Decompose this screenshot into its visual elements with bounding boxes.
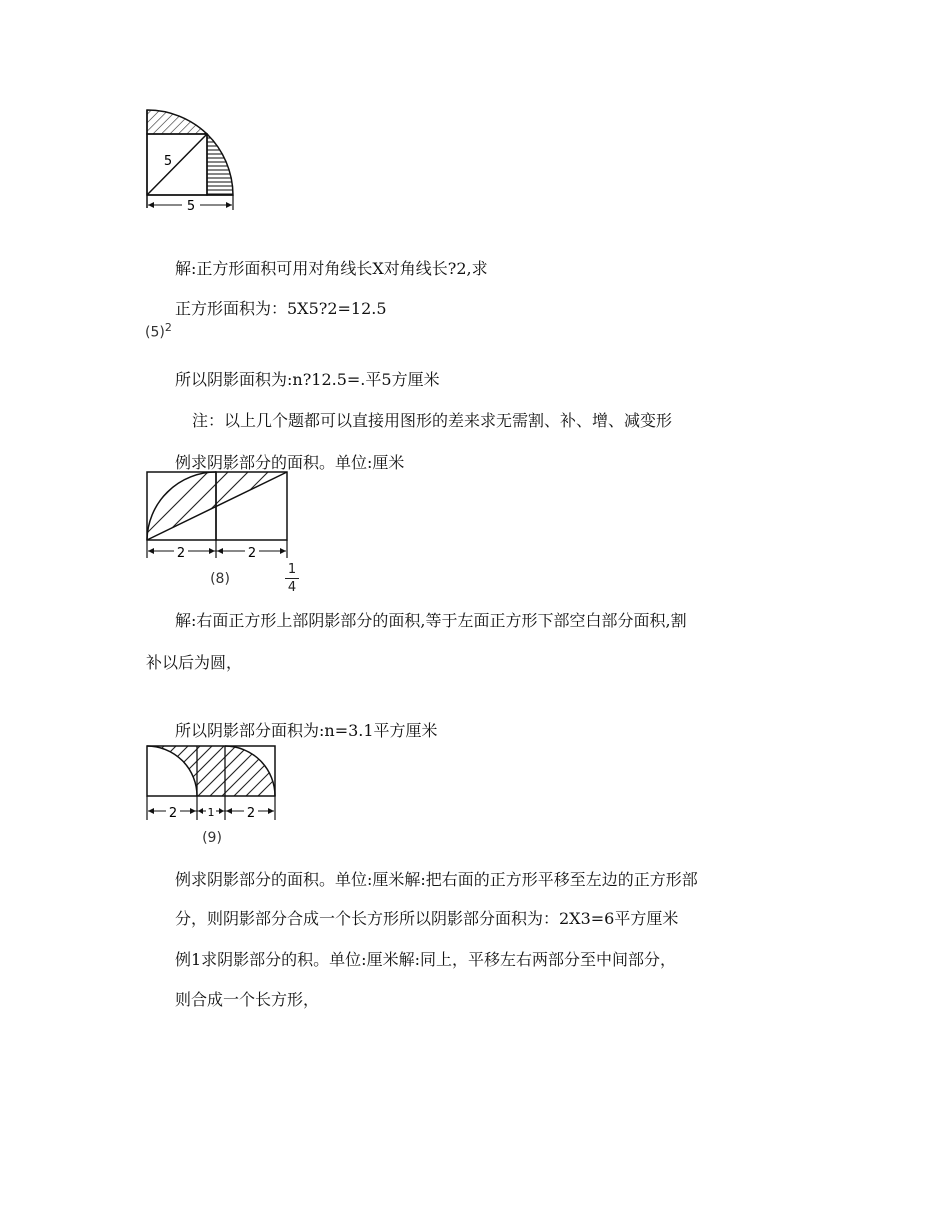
fraction-bar: [285, 578, 299, 579]
fraction-numerator: 1: [287, 562, 297, 577]
figure9-left-label: 2: [168, 806, 178, 821]
text-line-9: 例求阴影部分的面积。单位:厘米解:把右面的正方形平移至左边的正方形部: [175, 870, 698, 889]
text-line-8: 所以阴影部分面积为:n=3.1平方厘米: [175, 721, 438, 740]
figure8-right-label: 2: [247, 546, 257, 561]
fraction-one-quarter: [285, 562, 299, 595]
power-note: [145, 321, 172, 341]
figure9-right-label: 2: [246, 806, 256, 821]
text-line-5: 例求阴影部分的面积。单位:厘米: [175, 453, 405, 472]
text-line-10: 分，则阴影部分合成一个长方形所以阴影部分面积为：2X3=6平方厘米: [175, 909, 679, 928]
figure8-caption: (8): [210, 571, 230, 587]
power-note-base: (5): [145, 324, 165, 341]
figure8-left-label: 2: [176, 546, 186, 561]
power-note-exponent: 2: [164, 321, 172, 334]
figure-quarter-circle-square: [140, 104, 240, 216]
text-line-11: 例1求阴影部分的积。单位:厘米解:同上，平移左右两部分至中间部分，: [175, 950, 676, 969]
fraction-denominator: 4: [287, 580, 297, 595]
text-line-6: 解:右面正方形上部阴影部分的面积,等于左面正方形下部空白部分面积,割: [175, 611, 687, 630]
text-line-4: 注：以上几个题都可以直接用图形的差来求无需割、补、增、减变形: [192, 411, 673, 430]
figure1-base-label: 5: [186, 199, 196, 214]
text-line-3: 所以阴影面积为:n?12.5=.平5方厘米: [175, 370, 440, 389]
figure9-caption: (9): [202, 830, 222, 846]
figure9-middle-label: 1: [207, 806, 215, 819]
text-line-1: 解:正方形面积可用对角线长X对角线长?2,求: [175, 259, 488, 278]
text-line-2: 正方形面积为：5X5?2=12.5: [175, 299, 387, 318]
figure-8: [140, 470, 300, 588]
figure-9: [140, 738, 285, 853]
text-line-12: 则合成一个长方形，: [175, 990, 320, 1009]
figure1-diagonal-label: 5: [163, 154, 173, 169]
text-line-7: 补以后为圆，: [146, 653, 243, 672]
